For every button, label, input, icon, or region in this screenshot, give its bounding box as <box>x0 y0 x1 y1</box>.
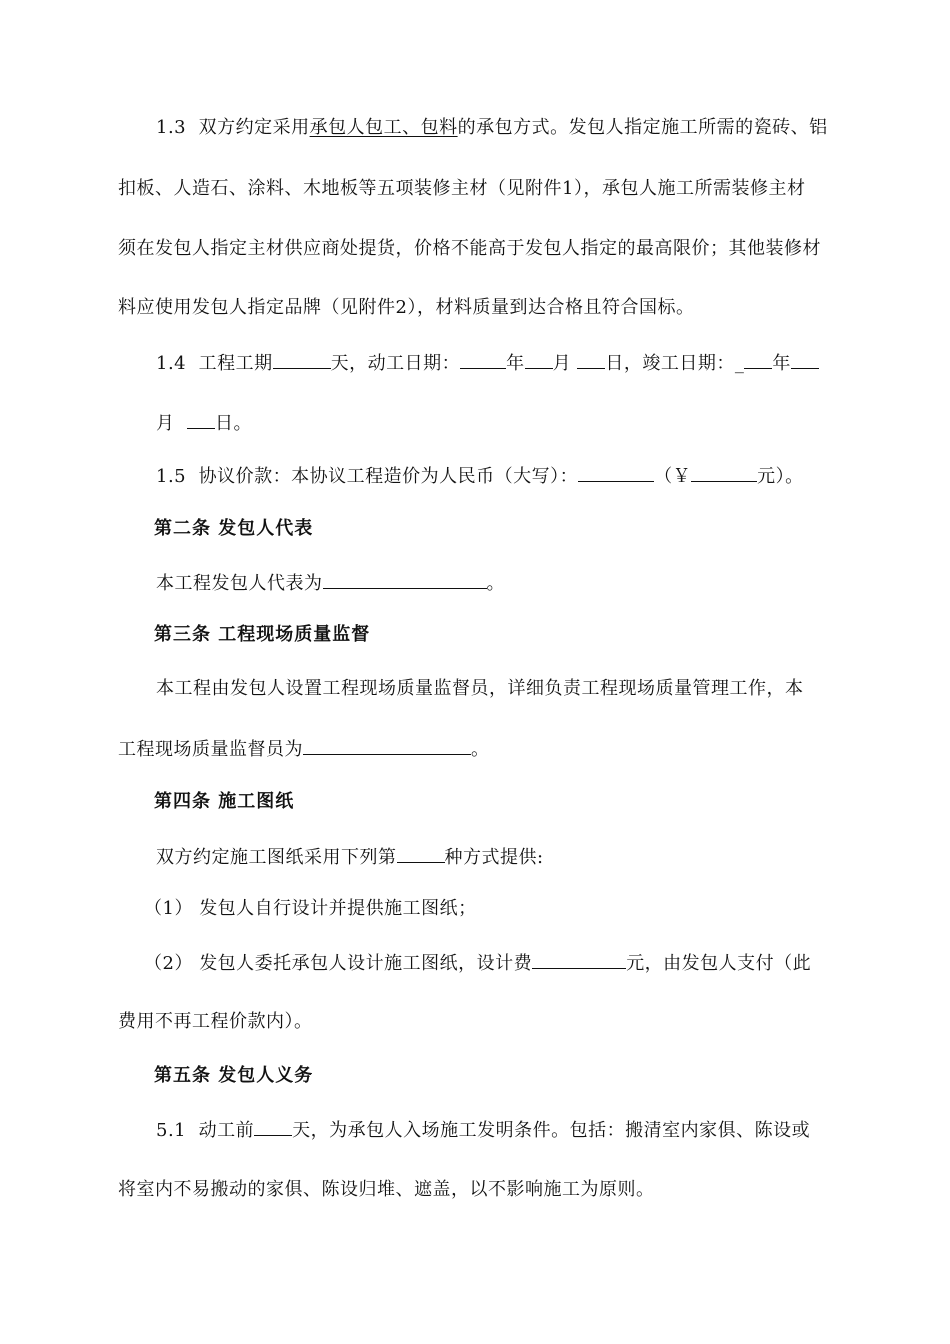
article-3-heading: 第三条 工程现场质量监督 <box>154 624 371 645</box>
price-number-blank[interactable] <box>691 463 757 482</box>
para-1-4-line-2: 月 日。 <box>156 410 252 436</box>
client-representative-blank[interactable] <box>323 570 487 589</box>
design-fee-blank[interactable] <box>532 950 626 969</box>
para-1-3-line-4: 料应使用发包人指定品牌（见附件2），材料质量到达合格且符合国标。 <box>118 297 695 318</box>
duration-days-blank[interactable] <box>273 350 331 369</box>
start-year-blank[interactable] <box>460 350 506 369</box>
article-4-heading: 第四条 施工图纸 <box>154 791 295 812</box>
clause-number: 5.1 <box>156 1120 187 1141</box>
para-1-3-line-1: 1.3 双方约定采用承包人包工、包料的承包方式。发包人指定施工所需的瓷砖、铝 <box>156 117 828 138</box>
start-day-blank[interactable] <box>577 350 605 369</box>
clause-number: 1.5 <box>156 466 187 487</box>
days-before-start-blank[interactable] <box>254 1117 292 1136</box>
article-4-option-2-line-2: 费用不再工程价款内）。 <box>118 1011 313 1032</box>
article-4-option-2-line-1: （2） 发包人委托承包人设计施工图纸，设计费 元，由发包人支付（此 <box>144 950 811 976</box>
quality-supervisor-blank[interactable] <box>303 736 471 755</box>
end-month-blank[interactable] <box>791 350 819 369</box>
article-3-line-1: 本工程由发包人设置工程现场质量监督员，详细负责工程现场质量管理工作，本 <box>156 678 804 699</box>
para-1-3-line-2: 扣板、人造石、涂料、木地板等五项装修主材（见附件1），承包人施工所需装修主材 <box>118 178 806 199</box>
article-4-intro: 双方约定施工图纸采用下列第 种方式提供: <box>156 844 544 870</box>
price-words-blank[interactable] <box>578 463 654 482</box>
drawing-option-blank[interactable] <box>397 844 445 863</box>
para-5-1-line-1: 5.1 动工前 天，为承包人入场施工发明条件。包括：搬清室内家俱、陈设或 <box>156 1117 810 1143</box>
para-5-1-line-2: 将室内不易搬动的家俱、陈设归堆、遮盖，以不影响施工为原则。 <box>118 1179 655 1200</box>
article-5-heading: 第五条 发包人义务 <box>154 1065 314 1086</box>
para-1-5: 1.5 协议价款：本协议工程造价为人民币（大写）： （￥ 元）。 <box>156 463 804 489</box>
article-4-option-1: （1） 发包人自行设计并提供施工图纸； <box>144 898 477 919</box>
end-day-blank[interactable] <box>187 410 215 429</box>
para-1-3-line-3: 须在发包人指定主材供应商处提货，价格不能高于发包人指定的最高限价；其他装修材 <box>118 238 821 259</box>
clause-number: 1.4 <box>156 353 187 374</box>
clause-number: 1.3 <box>156 117 187 138</box>
para-1-4-line-1: 1.4 工程工期 天，动工日期： 年 月 日，竣工日期：_ 年 <box>156 350 819 376</box>
article-2-heading: 第二条 发包人代表 <box>154 518 314 539</box>
contract-mode-underlined: 承包人包工、包料 <box>309 117 458 138</box>
article-2-body: 本工程发包人代表为 。 <box>156 570 505 596</box>
start-month-blank[interactable] <box>525 350 553 369</box>
article-3-line-2: 工程现场质量监督员为 。 <box>118 736 490 762</box>
end-year-blank[interactable] <box>744 350 772 369</box>
